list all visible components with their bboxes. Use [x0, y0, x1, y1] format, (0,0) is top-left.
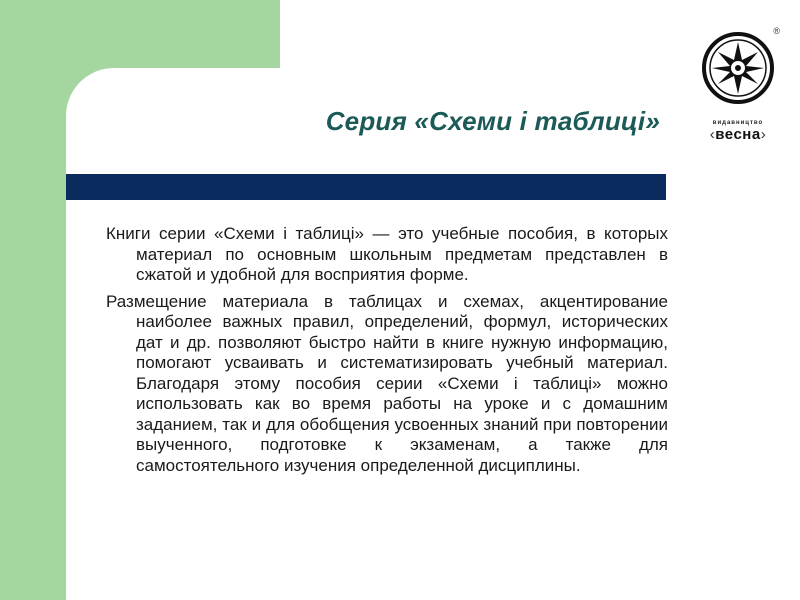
paragraph-1: Книги серии «Схеми і таблиці» — это учебные пособия, в которых материал по основным школьным предметам представлен в сжатой и удобной для восприятия форме. — [106, 224, 668, 284]
publisher-logo — [696, 22, 784, 143]
registered-mark: ® — [773, 26, 780, 36]
logo-name-text: весна — [715, 126, 761, 143]
paragraph-2: Размещение материала в таблицах и схемах, акцентирование наиболее важных правил, определений, формул, исторических дат и др. позволяют быстро найти в книге нужную информацию, помогают усваивать и систематизировать учебный материал. Благодаря этому пособия серии «Схеми і таблиці» можно использовать как во время работы на уроке и с домашним заданием, так и для обобщения усвоенных знаний при повторении выученного, подготовке к экзаменам, а также для самостоятельного изучения определенной дисциплины. — [106, 291, 668, 475]
logo-name: ‹весна› — [709, 126, 767, 143]
slide-title: Серия «Схеми і таблиці» — [325, 106, 660, 136]
slide-body — [106, 224, 668, 482]
logo-subtitle: видавництво — [712, 120, 764, 126]
title-divider-bar — [66, 174, 666, 200]
star-emblem-icon — [696, 22, 784, 118]
